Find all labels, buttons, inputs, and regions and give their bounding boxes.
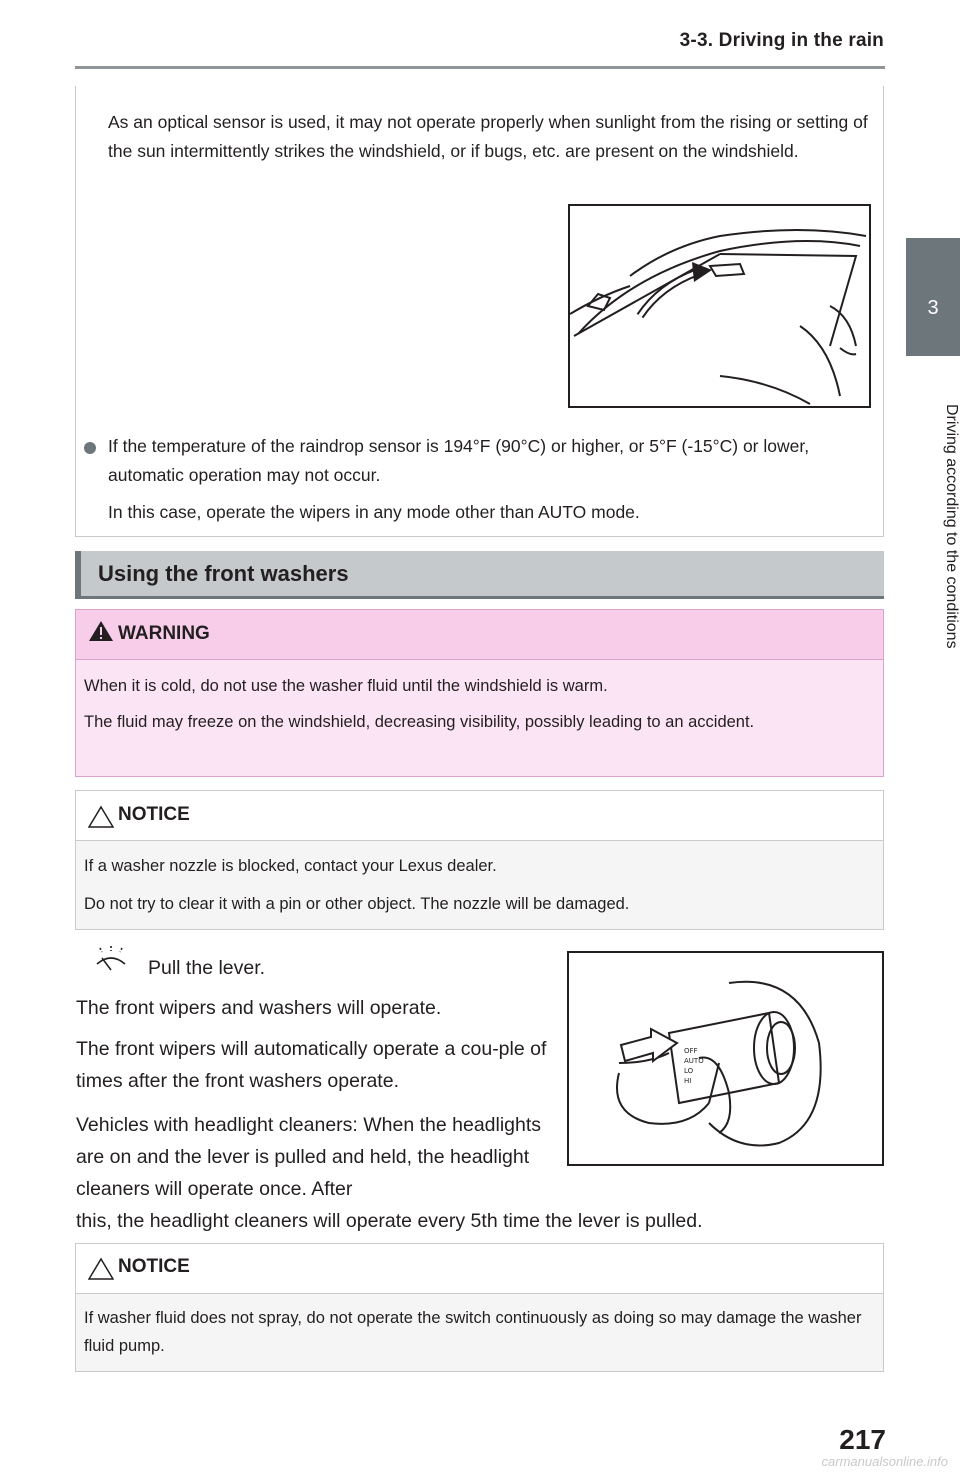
windshield-washer-icon: [94, 944, 128, 976]
svg-text:LO: LO: [684, 1067, 694, 1075]
notice-title-2: NOTICE: [118, 1256, 190, 1277]
windshield-drawing: [570, 206, 869, 406]
auto-mode-text: In this case, operate the wipers in any mode other than AUTO mode.: [108, 502, 640, 522]
header-rule: [75, 66, 885, 69]
svg-text:OFF: OFF: [684, 1047, 698, 1055]
notice-header-2: [76, 1244, 883, 1294]
watermark: carmanualsonline.info: [821, 1454, 948, 1469]
notice-line-2: Do not try to clear it with a pin or other object. The nozzle will be damaged.: [84, 895, 630, 913]
pull-lever-text: Pull the lever.: [148, 957, 266, 979]
notice-triangle-icon: [88, 805, 114, 829]
page-number: 217: [839, 1424, 886, 1455]
paragraph-wipers-operate: The front wipers and washers will operate.: [76, 997, 442, 1019]
lever-drawing: [569, 953, 882, 1164]
warning-line-1: When it is cold, do not use the washer fluid until the windshield is warm.: [84, 677, 608, 695]
notice-triangle-icon: [88, 1257, 114, 1281]
notice-line-2-text: If washer fluid does not spray, do not operate the switch continuously as doing so may damage the washer fluid pump.: [84, 1309, 862, 1355]
notice-header: [76, 791, 883, 841]
side-tab-chapter-label: Driving according to the conditions: [943, 403, 960, 649]
temperature-text: If the temperature of the raindrop sensor is 194°F (90°C) or higher, or 5°F (-15°C) or lower, automatic operation may not occur.: [108, 436, 810, 485]
svg-text:HI: HI: [684, 1077, 692, 1085]
warning-triangle-icon: [88, 619, 114, 643]
paragraph-automatic-operation: The front wipers will automatically operate a cou-ple of times after the front washers operate.: [76, 1038, 547, 1092]
side-tab-chapter-number: 3: [906, 238, 960, 356]
paragraph-headlight-cleaners-cont: this, the headlight cleaners will operate every 5th time the lever is pulled.: [76, 1210, 703, 1232]
optical-sensor-text: As an optical sensor is used, it may not operate properly when sunlight from the rising or setting of the sun intermittently strikes the windshield, or if bugs, etc. are present on the windshield.: [108, 112, 868, 161]
running-head: 3-3. Driving in the rain: [679, 30, 884, 51]
notice-title: NOTICE: [118, 804, 190, 825]
notice-line-1: If a washer nozzle is blocked, contact your Lexus dealer.: [84, 857, 497, 875]
bullet-dot: [84, 442, 96, 454]
warning-line-2: The fluid may freeze on the windshield, decreasing visibility, possibly leading to an accident.: [84, 713, 755, 731]
warning-title: WARNING: [118, 623, 210, 644]
section-title: Using the front washers: [98, 561, 349, 586]
paragraph-headlight-cleaners: Vehicles with headlight cleaners: When the headlights are on and the lever is pulled and held, the headlight cleaners will operate once. After: [76, 1114, 542, 1200]
windshield-illustration: [568, 204, 871, 408]
svg-text:AUTO: AUTO: [684, 1057, 704, 1065]
lever-illustration: [567, 951, 884, 1166]
